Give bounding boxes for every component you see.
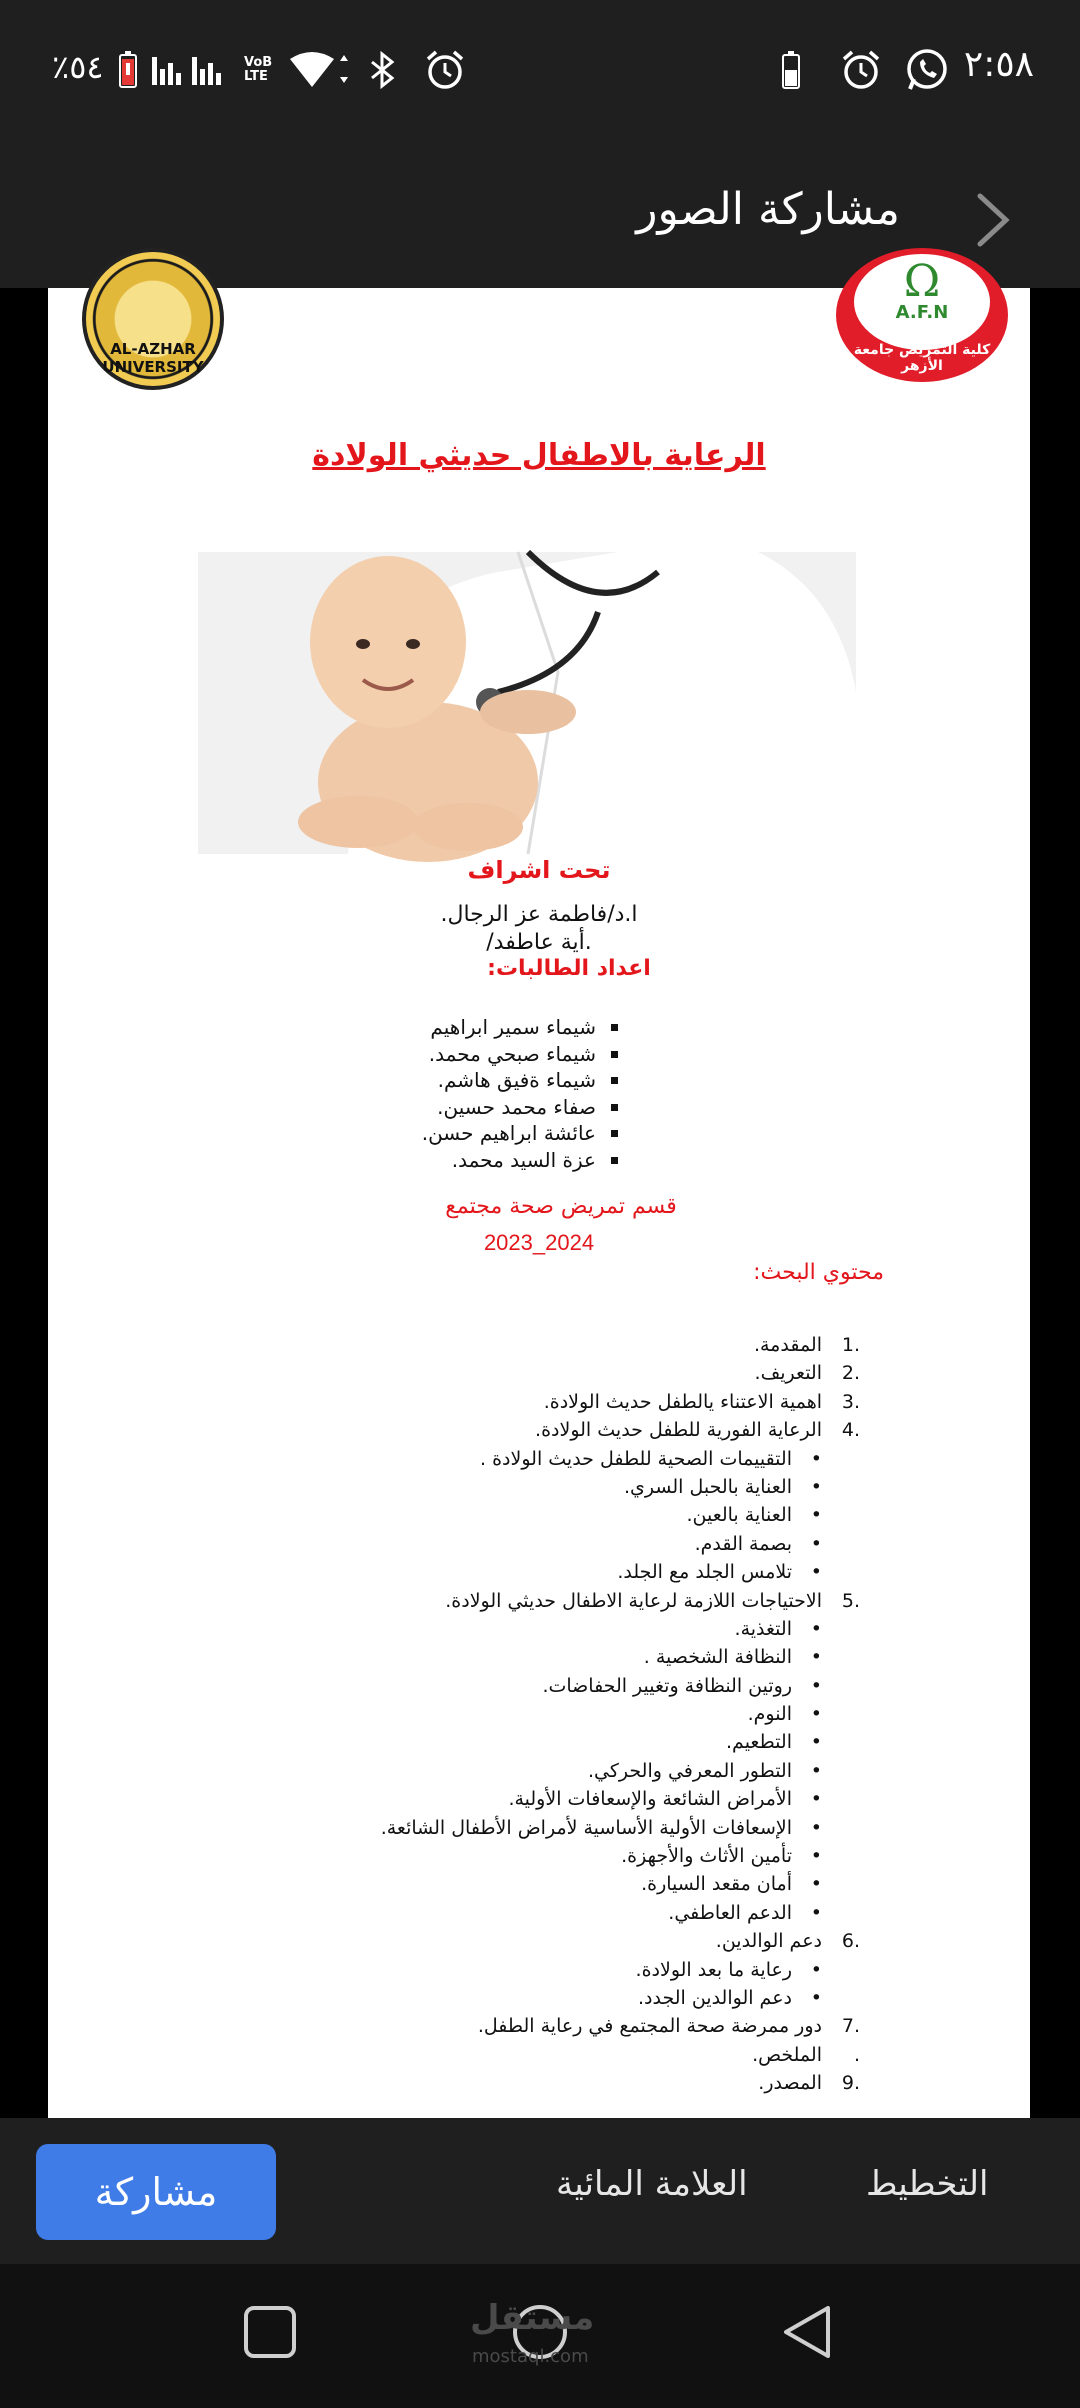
supervisor-2: .أية عاطفد/ (486, 930, 592, 955)
toc-text: النظافة الشخصية . (643, 1646, 792, 1669)
clock-time: ٢:٥٨ (963, 44, 1034, 85)
list-item: صفاء محمد حسين. (422, 1094, 622, 1121)
toc-text: التقييمات الصحية للطفل حديث الولادة . (480, 1447, 792, 1470)
nursing-faculty-logo: Ω A.F.N كلية التمريض جامعة الأزهر (836, 248, 1008, 382)
toc-marker: . (853, 2043, 860, 2066)
list-item: عائشة ابراهيم حسن. (422, 1120, 622, 1147)
baby-doctor-photo (198, 552, 856, 854)
toc-marker: 6. (841, 1930, 860, 1953)
toc-marker: • (810, 1561, 822, 1584)
toc-text: التطور المعرفي والحركي. (588, 1759, 792, 1782)
navigation-bar (0, 2264, 1080, 2408)
toc-text: العناية بالحبل السري. (624, 1475, 792, 1498)
toc-text: الملخص. (752, 2043, 822, 2066)
signal-strength-icon (152, 50, 232, 90)
status-bar (0, 0, 1080, 140)
alarm-icon (424, 50, 466, 90)
toc-marker: 5. (841, 1589, 860, 1612)
toc-text: رعاية ما بعد الولادة. (635, 1958, 792, 1981)
toc-text: اهمية الاعتناء يالطفل حديث الولادة. (543, 1390, 822, 1413)
list-item: شيماء صبحي محمد. (422, 1041, 622, 1068)
toc-marker: • (810, 1504, 822, 1527)
toc-marker: • (810, 1475, 822, 1498)
toc-text: روتين النظافة وتغيير الحفاضات. (542, 1674, 792, 1697)
toc-text: الإسعافات الأولية الأساسية لأمراض الأطفال الشائعة. (380, 1816, 792, 1839)
back-icon[interactable] (778, 2302, 838, 2366)
toc-text: الأمراض الشائعة والإسعافات الأولية. (508, 1788, 792, 1811)
toc-marker: • (810, 1532, 822, 1555)
battery-percent: ٥٤٪ (52, 48, 104, 86)
toc-marker: • (810, 1986, 822, 2009)
watermark-tab[interactable]: العلامة المائية (556, 2164, 748, 2204)
list-item: شيماء سمير ابراهيم (422, 1014, 622, 1041)
list-item: شيماء ةفيق هاشم. (422, 1067, 622, 1094)
students-heading: اعداد الطالبات: (487, 956, 651, 981)
toc-text: الدعم العاطفي. (668, 1901, 792, 1924)
watermark-text: مستقل (470, 2298, 595, 2338)
department-name: قسم تمريض صحة مجتمع (445, 1194, 677, 1219)
battery-low-icon (118, 50, 138, 90)
wifi-icon (288, 50, 348, 90)
toc-marker: • (810, 1674, 822, 1697)
toc-marker: • (810, 1731, 822, 1754)
whatsapp-icon (904, 50, 950, 90)
toc-text: دور ممرضة صحة المجتمع في رعاية الطفل. (477, 2015, 822, 2038)
toc-text: تأمين الأثاث والأجهزة. (621, 1845, 792, 1868)
toc-marker: 2. (841, 1362, 860, 1385)
page-title: مشاركة الصور (636, 184, 900, 235)
back-chevron-icon[interactable] (968, 190, 1018, 250)
toc-marker: 4. (841, 1419, 860, 1442)
toc-marker: • (810, 1845, 822, 1868)
toc-text: المقدمة. (753, 1334, 822, 1356)
battery-icon (780, 50, 802, 90)
toc-marker: • (810, 1759, 822, 1782)
toc-text: دعم الوالدين. (715, 1930, 822, 1953)
academic-year: 2023_2024 (483, 1230, 595, 1255)
list-item: عزة السيد محمد. (422, 1147, 622, 1174)
students-list (422, 1014, 622, 1173)
toc-marker: 3. (841, 1390, 860, 1413)
watermark-domain: mostaql.com (472, 2346, 589, 2367)
toc-text: دعم الوالدين الجدد. (637, 1986, 792, 2009)
toc-text: التطعيم. (726, 1731, 792, 1754)
toc-text: التعريف. (754, 1362, 822, 1385)
bottom-toolbar (0, 2118, 1080, 2264)
toc-marker: • (810, 1901, 822, 1924)
supervisor-1: ا.د/فاطمة عز الرجال. (440, 902, 638, 927)
toc-text: تلامس الجلد مع الجلد. (617, 1561, 792, 1584)
toc-marker: • (810, 1617, 822, 1640)
toc-text: العناية بالعين. (686, 1504, 792, 1527)
toc-marker: • (810, 1788, 822, 1811)
toc-text: النوم. (747, 1703, 792, 1726)
toc-marker: • (810, 1816, 822, 1839)
document-page (48, 256, 1030, 2118)
toc-marker: • (810, 1447, 822, 1470)
toc-text: التغذية. (734, 1617, 792, 1640)
bluetooth-icon (368, 50, 396, 90)
toc-marker: • (810, 1646, 822, 1669)
toc-text: أمان مقعد السيارة. (641, 1873, 792, 1896)
alarm-icon-right (840, 50, 882, 90)
toc-text: الرعاية الفورية للطفل حديث الولادة. (535, 1419, 822, 1442)
contents-heading: محتوي البحث: (753, 1260, 884, 1285)
toc-text: المصدر. (758, 2072, 822, 2095)
toc-text: بصمة القدم. (694, 1532, 792, 1555)
toc-marker: 9. (841, 2072, 860, 2095)
volte-icon: VoB LTE (244, 55, 273, 84)
toc-marker: 1. (841, 1334, 860, 1356)
image-preview (0, 256, 1080, 2118)
toc-marker: • (810, 1703, 822, 1726)
recent-apps-icon[interactable] (242, 2304, 298, 2364)
toc-text: الاحتياجات اللازمة لرعاية الاطفال حديثي الولادة. (445, 1589, 822, 1612)
toc-marker: • (810, 1958, 822, 1981)
toc-marker: • (810, 1873, 822, 1896)
layout-tab[interactable]: التخطيط (866, 2164, 989, 2204)
al-azhar-logo: AL-AZHAR UNIVERSITY (82, 248, 224, 390)
document-title: الرعاية بالاطفال حديثي الولادة (312, 438, 766, 473)
share-button[interactable]: مشاركة (36, 2144, 276, 2240)
supervision-heading: تحت اشراف (467, 856, 611, 884)
toc-marker: 7. (841, 2015, 860, 2038)
